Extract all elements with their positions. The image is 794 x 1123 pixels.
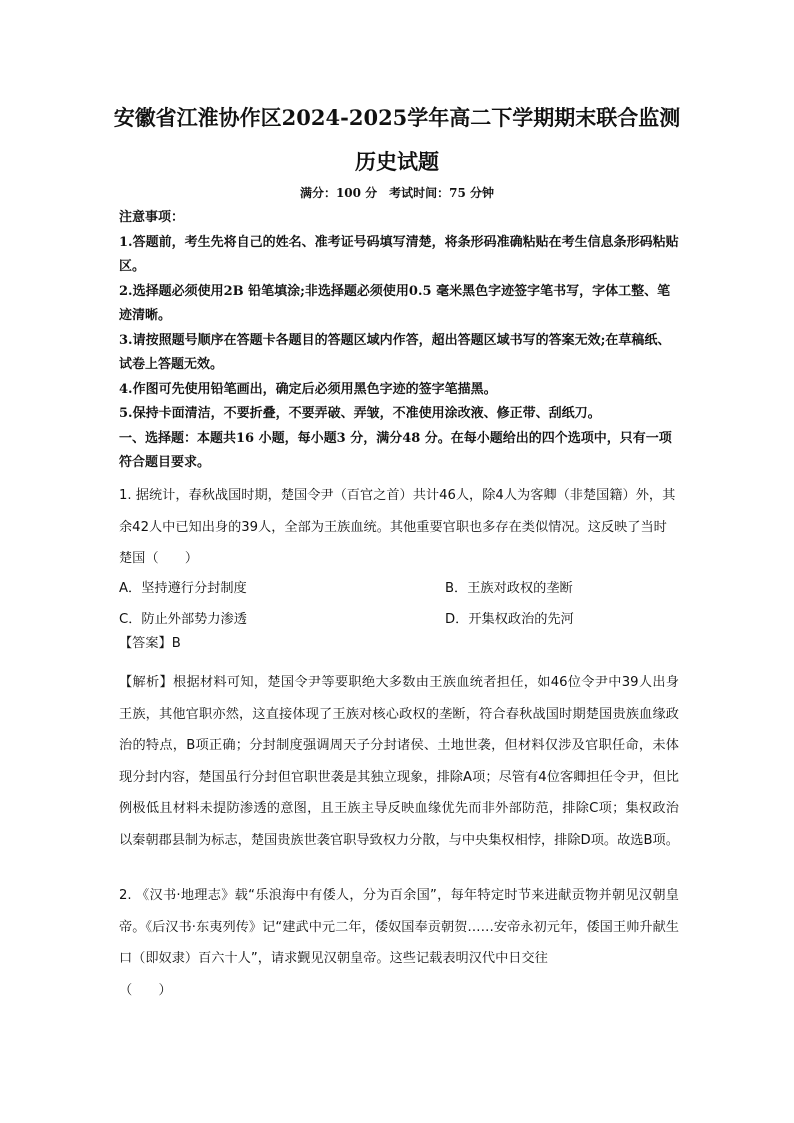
notes-heading: 注意事项： [119, 210, 185, 225]
answer-paren: （ ） [119, 982, 172, 998]
note-item: 5.保持卡面清洁，不要折叠，不要弄破、弄皱，不准使用涂改液、修正带、刮纸刀。 [119, 406, 601, 421]
question-2 [119, 880, 679, 1006]
option-d: D．开集权政治的先河 [445, 612, 574, 627]
exam-subject: 历史试题 [355, 149, 439, 174]
question-2-stem: 2. 《汉书·地理志》载“乐浪海中有倭人，分为百余国”，每年特定时节来进献贡物并朝见汉朝皇帝。《后汉书·东夷列传》记“建武中元二年，倭奴国奉贡朝贺……安帝永初元年，倭国王帅升献生口（即奴隶）百六十人”，请求觐见汉朝皇帝。这些记载表明汉代中日交往 [119, 888, 679, 966]
notes-section [119, 206, 679, 476]
exam-title: 安徽省江淮协作区2024-2025学年高二下学期期末联合监测 [113, 105, 681, 130]
question-1-stem: 1. 据统计，春秋战国时期，楚国令尹（百官之首）共计46人，除4人为客卿（非楚国籍）外，其余42人中已知出身的39人，全部为王族血统。其他重要官职也多存在类似情况。这反映了当时楚国（ ） [119, 488, 676, 566]
question-1-answer: 【答案】B [119, 636, 181, 651]
section-heading: 一、选择题：本题共16 小题，每小题3 分，满分48 分。在每小题给出的四个选项中，只有一项符合题目要求。 [119, 430, 672, 470]
note-item: 1.答题前，考生先将自己的姓名、准考证号码填写清楚，将条形码准确粘贴在考生信息条形码粘贴区。 [119, 234, 679, 274]
question-1-analysis: 【解析】根据材料可知，楚国令尹等要职绝大多数由王族血统者担任，如46位令尹中39人出身王族，其他官职亦然，这直接体现了王族对核心政权的垄断，符合春秋战国时期楚国贵族血缘政治的特点，B项正确；分封制度强调周天子分封诸侯、土地世袭，但材料仅涉及官职任命，未体现分封内容，楚国虽行分封但官职世袭是其独立现象，排除A项；尽管有4位客卿担任令尹，但比例极低且材料未提防渗透的意图，且王族主导反映血缘优先而非外部防范，排除C项；集权政治以秦朝郡县制为标志，楚国贵族世袭官职导致权力分散，与中央集权相悖，排除D项。故选B项。 [119, 675, 679, 848]
note-item: 3.请按照题号顺序在答题卡各题目的答题区域内作答，超出答题区域书写的答案无效;在草稿纸、试卷上答题无效。 [119, 332, 671, 372]
option-a: A．坚持遵行分封制度 [119, 581, 247, 596]
option-b: B．王族对政权的垄断 [445, 581, 573, 596]
note-item: 4.作图可先使用铅笔画出，确定后必须用黑色字迹的签字笔描黑。 [119, 381, 497, 397]
note-item: 2.选择题必须使用2B 铅笔填涂;非选择题必须使用0.5 毫米黑色字迹签字笔书写，字体工整、笔迹清晰。 [119, 283, 671, 323]
exam-meta: 满分：100 分 考试时间：75 分钟 [299, 186, 495, 200]
option-c: C．防止外部势力渗透 [119, 612, 247, 627]
